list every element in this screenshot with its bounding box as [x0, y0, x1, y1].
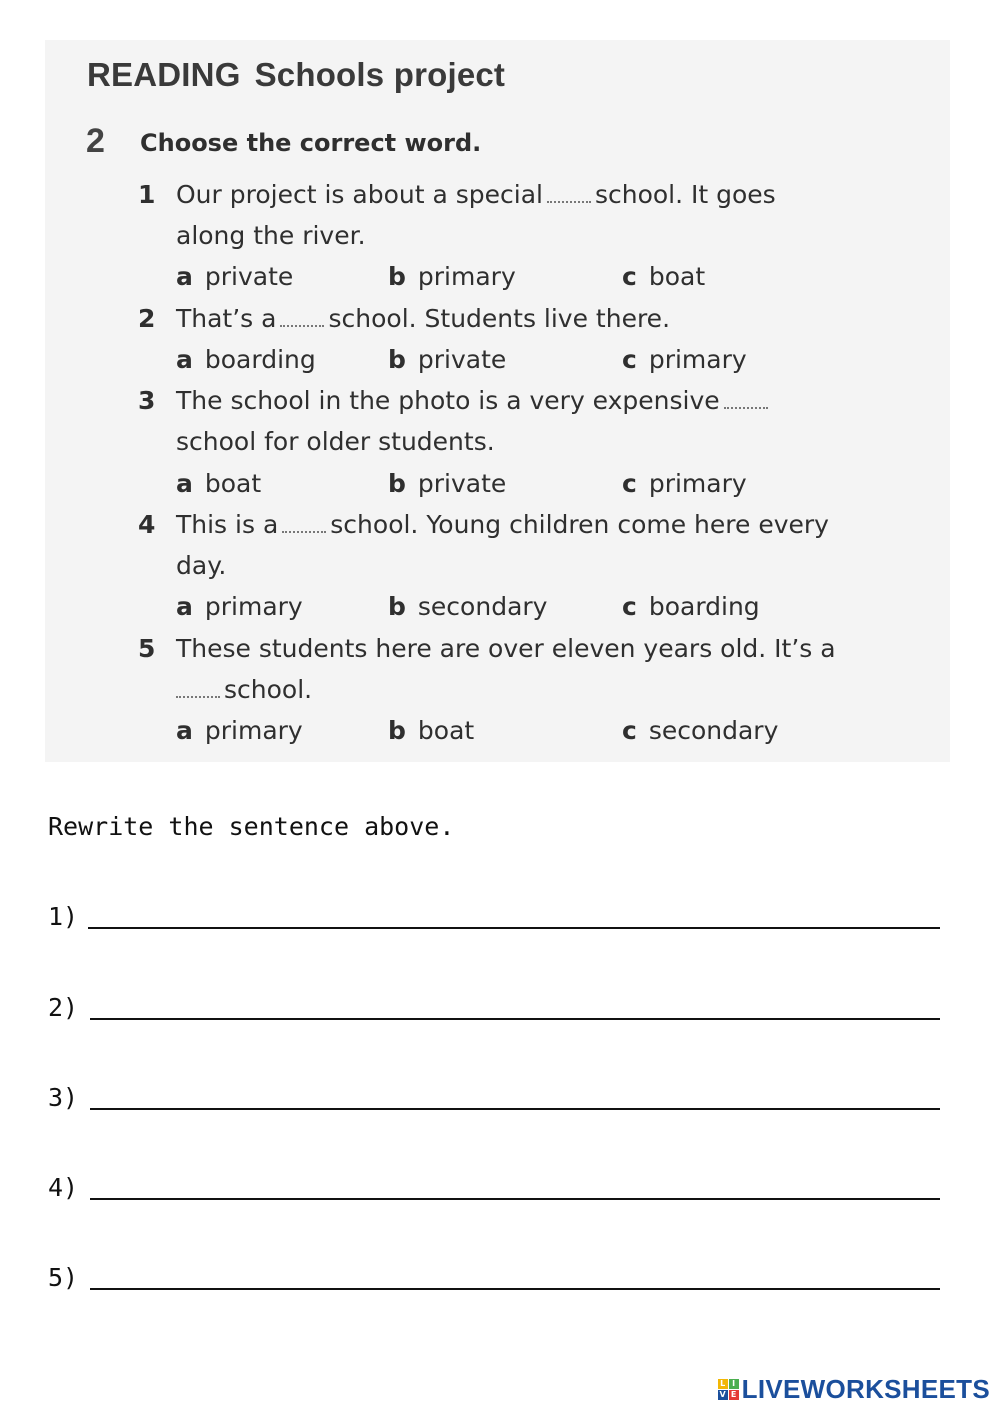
question-5: 5 These students here are over eleven years old. It’s a	[138, 634, 836, 663]
rewrite-instruction: Rewrite the sentence above.	[48, 812, 455, 841]
answer-line-number: 2)	[48, 993, 79, 1022]
answer-blank	[280, 317, 324, 327]
question-2: 2 That’s a school. Students live there.	[138, 304, 671, 333]
answer-blank	[176, 688, 220, 698]
answer-blank	[547, 193, 591, 203]
option-b[interactable]: b private	[388, 469, 507, 498]
option-b[interactable]: b boat	[388, 716, 475, 745]
question-2-options	[176, 343, 836, 377]
option-c[interactable]: c boarding	[622, 592, 760, 621]
answer-line-4[interactable]	[48, 1166, 940, 1206]
option-a[interactable]: a private	[176, 262, 294, 291]
answer-input[interactable]	[88, 927, 940, 929]
answer-line-number: 5)	[48, 1263, 79, 1292]
answer-input[interactable]	[90, 1108, 940, 1110]
option-c[interactable]: c primary	[622, 469, 747, 498]
answer-blank	[724, 399, 768, 409]
question-4: 4 This is a school. Young children come here every	[138, 510, 829, 539]
question-1-options	[176, 260, 836, 294]
exercise-number: 2	[86, 122, 105, 160]
answer-input[interactable]	[90, 1018, 940, 1020]
question-4-options	[176, 590, 836, 624]
option-a[interactable]: a boarding	[176, 345, 316, 374]
option-b[interactable]: b secondary	[388, 592, 548, 621]
option-a[interactable]: a primary	[176, 592, 303, 621]
answer-line-3[interactable]	[48, 1076, 940, 1116]
option-c[interactable]: c boat	[622, 262, 706, 291]
option-b[interactable]: b private	[388, 345, 507, 374]
brand-name: LIVEWORKSHEETS	[741, 1374, 990, 1404]
option-c[interactable]: c secondary	[622, 716, 779, 745]
question-1: 1 Our project is about a special school. It goes	[138, 180, 776, 209]
answer-input[interactable]	[90, 1288, 940, 1290]
answer-line-number: 1)	[48, 902, 79, 931]
page-title: READING Schools project	[87, 56, 506, 93]
question-3-continuation: school for older students.	[176, 427, 495, 456]
answer-line-number: 3)	[48, 1083, 79, 1112]
answer-input[interactable]	[90, 1198, 940, 1200]
answer-blank	[282, 523, 326, 533]
question-3-options	[176, 467, 836, 501]
question-5-options	[176, 714, 836, 748]
question-1-continuation: along the river.	[176, 221, 366, 250]
exercise-instruction: Choose the correct word.	[140, 129, 482, 157]
option-a[interactable]: a boat	[176, 469, 262, 498]
liveworksheets-logo[interactable]	[718, 1374, 990, 1405]
answer-line-1[interactable]	[48, 895, 940, 935]
option-a[interactable]: a primary	[176, 716, 303, 745]
liveworksheets-logo-icon: L I V E	[718, 1379, 739, 1400]
option-c[interactable]: c primary	[622, 345, 747, 374]
question-3: 3 The school in the photo is a very expensive	[138, 384, 772, 418]
answer-line-5[interactable]	[48, 1256, 940, 1296]
question-4-continuation: day.	[176, 551, 227, 580]
answer-line-number: 4)	[48, 1173, 79, 1202]
answer-line-2[interactable]	[48, 986, 940, 1026]
option-b[interactable]: b primary	[388, 262, 516, 291]
question-5-continuation: school.	[176, 673, 312, 707]
